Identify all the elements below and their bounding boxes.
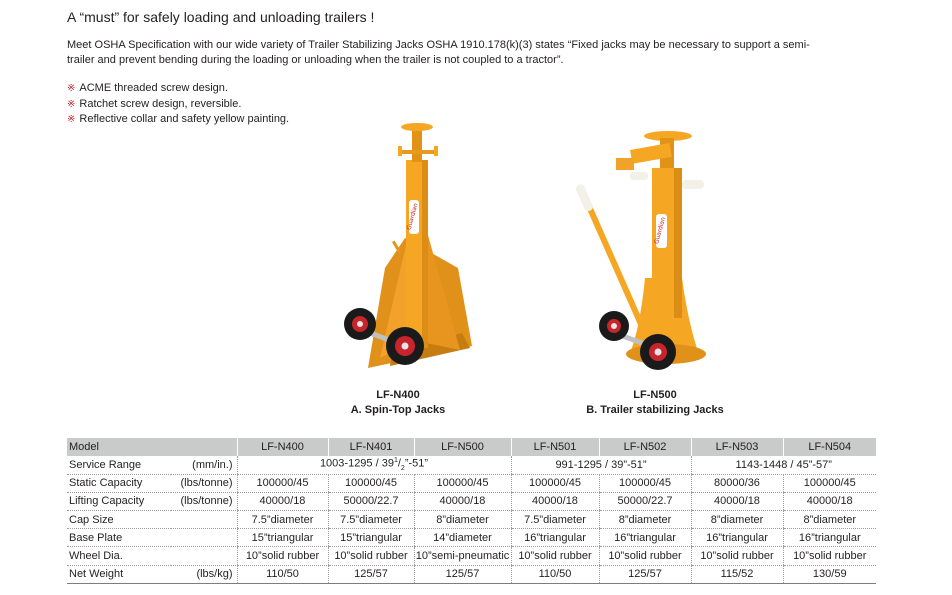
- table-cell: 110/50: [237, 565, 328, 583]
- table-cell: 8”diameter: [691, 511, 783, 529]
- table-cell: 100000/45: [599, 474, 691, 492]
- table-cell: 100000/45: [511, 474, 599, 492]
- trailer-stabilizing-jack-image: [570, 128, 730, 380]
- column-header: LF-N401: [328, 438, 414, 456]
- feature-item: ※ Ratchet screw design, reversible.: [67, 97, 242, 110]
- table-cell: 991-1295 / 39”-51”: [511, 456, 691, 474]
- row-label: Base Plate: [67, 529, 171, 547]
- table-cell: 40000/18: [237, 492, 328, 510]
- table-cell: 16”triangular: [599, 529, 691, 547]
- row-unit: (lbs/kg): [171, 565, 237, 583]
- table-cell: 15”triangular: [328, 529, 414, 547]
- table-cell: 80000/36: [691, 474, 783, 492]
- row-unit: (mm/in.): [171, 456, 237, 474]
- table-cell: 10”solid rubber: [511, 547, 599, 565]
- bullet-mark-icon: ※: [67, 98, 76, 110]
- table-cell: 16”triangular: [783, 529, 876, 547]
- spec-table: [67, 438, 876, 584]
- row-unit: [171, 511, 237, 529]
- intro-paragraph: Meet OSHA Specification with our wide variety of Trailer Stabilizing Jacks OSHA 1910.178(k)(3) states “Fixed jacks may be necessary to support a semi-trailer and prevent bending during the loading or unloading when the trailer is not coupled to a tractor”.: [67, 39, 810, 66]
- table-cell: 125/57: [599, 565, 691, 583]
- product-title: B. Trailer stabilizing Jacks: [586, 404, 724, 416]
- table-row: [67, 456, 876, 474]
- table-cell: 16”triangular: [511, 529, 599, 547]
- feature-item: ※ ACME threaded screw design.: [67, 82, 228, 94]
- table-cell: 10”solid rubber: [599, 547, 691, 565]
- table-cell: 7.5”diameter: [511, 511, 599, 529]
- table-cell: 10”solid rubber: [328, 547, 414, 565]
- table-cell: 100000/45: [328, 474, 414, 492]
- table-cell: 125/57: [414, 565, 511, 583]
- table-cell: 50000/22.7: [599, 492, 691, 510]
- row-unit: (lbs/tonne): [171, 492, 237, 510]
- feature-item: ※ Reflective collar and safety yellow painting.: [67, 113, 290, 125]
- table-row: [67, 492, 876, 510]
- row-unit: [171, 547, 237, 565]
- table-cell: 1143-1448 / 45”-57”: [691, 456, 876, 474]
- brand-label: Guardian: [653, 216, 667, 245]
- column-header: LF-N501: [511, 438, 599, 456]
- table-row: [67, 565, 876, 583]
- table-cell: 125/57: [328, 565, 414, 583]
- table-cell: 40000/18: [691, 492, 783, 510]
- table-row: [67, 547, 876, 565]
- table-cell: 40000/18: [511, 492, 599, 510]
- column-header: LF-N502: [599, 438, 691, 456]
- table-cell: 110/50: [511, 565, 599, 583]
- column-header: LF-N503: [691, 438, 783, 456]
- table-cell: 7.5”diameter: [328, 511, 414, 529]
- table-cell: 8”diameter: [414, 511, 511, 529]
- table-cell: 10”solid rubber: [783, 547, 876, 565]
- table-cell: $1003-1295 / 39^1/_2”-51$”: [237, 456, 511, 474]
- product-title: A. Spin-Top Jacks: [350, 404, 446, 416]
- table-cell: 50000/22.7: [328, 492, 414, 510]
- row-label: Service Range: [67, 456, 171, 474]
- table-cell: 15”triangular: [237, 529, 328, 547]
- table-cell: 100000/45: [783, 474, 876, 492]
- table-row: [67, 529, 876, 547]
- brand-label: Guardian: [405, 202, 420, 231]
- spin-top-jack-image: [330, 118, 480, 380]
- product-caption: [575, 388, 735, 418]
- product-model: LF-N400: [376, 389, 420, 401]
- table-row: [67, 474, 876, 492]
- column-header: LF-N504: [783, 438, 876, 456]
- row-label: Net Weight: [67, 565, 171, 583]
- table-cell: 8”diameter: [783, 511, 876, 529]
- table-cell: 100000/45: [237, 474, 328, 492]
- table-row: [67, 511, 876, 529]
- table-cell: 16”triangular: [691, 529, 783, 547]
- table-cell: 100000/45: [414, 474, 511, 492]
- row-unit: [171, 529, 237, 547]
- table-cell: 14”diameter: [414, 529, 511, 547]
- table-cell: 40000/18: [414, 492, 511, 510]
- table-cell: 10”semi-pneumatic: [414, 547, 511, 565]
- table-cell: 10”solid rubber: [691, 547, 783, 565]
- headline: A “must” for safely loading and unloading trailers !: [67, 9, 375, 25]
- table-cell: 130/59: [783, 565, 876, 583]
- row-label: Cap Size: [67, 511, 171, 529]
- bullet-mark-icon: ※: [67, 83, 76, 94]
- table-cell: 115/52: [691, 565, 783, 583]
- column-header: LF-N500: [414, 438, 511, 456]
- row-label: Lifting Capacity: [67, 492, 171, 510]
- table-cell: 40000/18: [783, 492, 876, 510]
- table-cell: 10”solid rubber: [237, 547, 328, 565]
- table-cell: 8”diameter: [599, 511, 691, 529]
- column-header: Model: [67, 438, 237, 456]
- product-caption: [318, 388, 478, 418]
- row-label: Static Capacity: [67, 474, 171, 492]
- bullet-mark-icon: ※: [67, 114, 76, 125]
- table-header-row: [67, 438, 876, 456]
- table-cell: 7.5”diameter: [237, 511, 328, 529]
- feature-list: [67, 81, 289, 128]
- column-header: LF-N400: [237, 438, 328, 456]
- row-label: Wheel Dia.: [67, 547, 171, 565]
- product-model: LF-N500: [633, 389, 677, 401]
- row-unit: (lbs/tonne): [171, 474, 237, 492]
